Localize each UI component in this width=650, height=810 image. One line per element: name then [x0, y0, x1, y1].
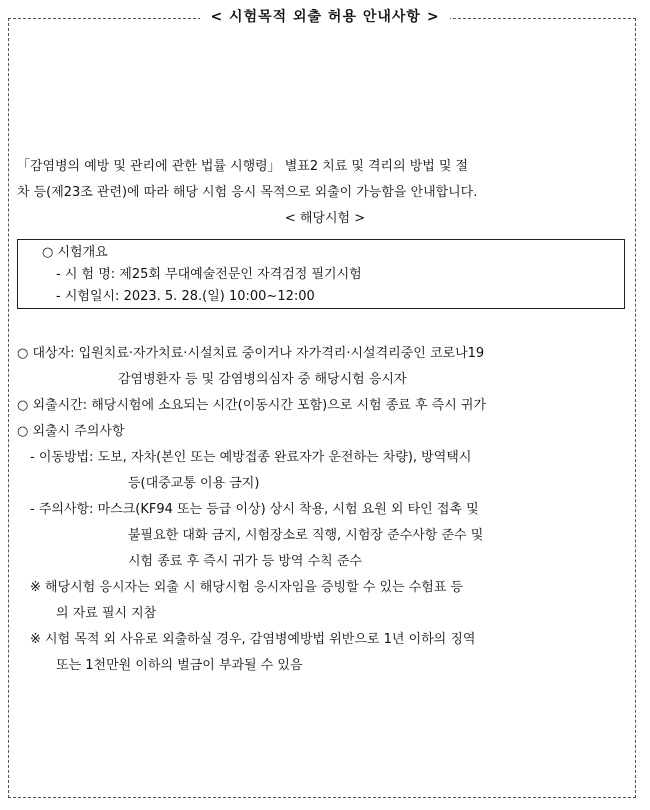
- intro-line-1: 「감염병의 예방 및 관리에 관한 법률 시행령」 별표2 치료 및 격리의 방법 및 절: [17, 159, 469, 174]
- caution-note-line-2: 불필요한 대화 금지, 시험장소로 직행, 시험장 준수사항 준수 및: [128, 528, 484, 543]
- intro-paragraph: [17, 154, 627, 206]
- remark-2-line-2: 또는 1천만원 이하의 벌금이 부과될 수 있음: [56, 658, 303, 673]
- notice-title-text: < 시험목적 외출 허용 안내사항 >: [200, 9, 449, 25]
- exam-name: - 시 험 명: 제25회 무대예술전문인 자격검정 필기시험: [56, 267, 362, 282]
- target-exam-label: < 해당시험 >: [284, 211, 366, 226]
- caution-note-line-1: - 주의사항: 마스크(KF94 또는 등급 이상) 상시 착용, 시험 요원 외 타인 접촉 및: [30, 502, 479, 517]
- remark-1-line-1: ※ 해당시험 응시자는 외출 시 해당시험 응시자임을 증빙할 수 있는 수험표 등: [30, 580, 464, 595]
- exam-datetime: - 시험일시: 2023. 5. 28.(일) 10:00~12:00: [56, 289, 315, 304]
- exam-overview-box: [17, 239, 625, 309]
- target-line-1: ○ 대상자: 입원치료·자가치료·시설치료 중이거나 자가격리·시설격리중인 코로나19: [17, 346, 485, 361]
- target-line-2: 감염병환자 등 및 감염병의심자 중 해당시험 응시자: [118, 372, 407, 387]
- caution-note-line-3: 시험 종료 후 즉시 귀가 등 방역 수칙 준수: [128, 554, 362, 569]
- remark-1-line-2: 의 자료 필시 지참: [56, 606, 157, 621]
- remark-2-line-1: ※ 시험 목적 외 사유로 외출하실 경우, 감염병예방법 위반으로 1년 이하의 징역: [30, 632, 476, 647]
- caution-heading: ○ 외출시 주의사항: [17, 424, 125, 439]
- exam-overview-heading: ○ 시험개요: [42, 245, 108, 260]
- outing-time: ○ 외출시간: 해당시험에 소요되는 시간(이동시간 포함)으로 시험 종료 후 즉시 귀가: [17, 398, 487, 413]
- intro-line-2: 차 등(제23조 관련)에 따라 해당 시험 응시 목적으로 외출이 가능함을 안내합니다.: [17, 185, 478, 200]
- move-method-line-1: - 이동방법: 도보, 자차(본인 또는 예방접종 완료자가 운전하는 차량), 방역택시: [30, 450, 472, 465]
- move-method-line-2: 등(대중교통 이용 금지): [128, 476, 260, 491]
- notice-title: [0, 6, 650, 26]
